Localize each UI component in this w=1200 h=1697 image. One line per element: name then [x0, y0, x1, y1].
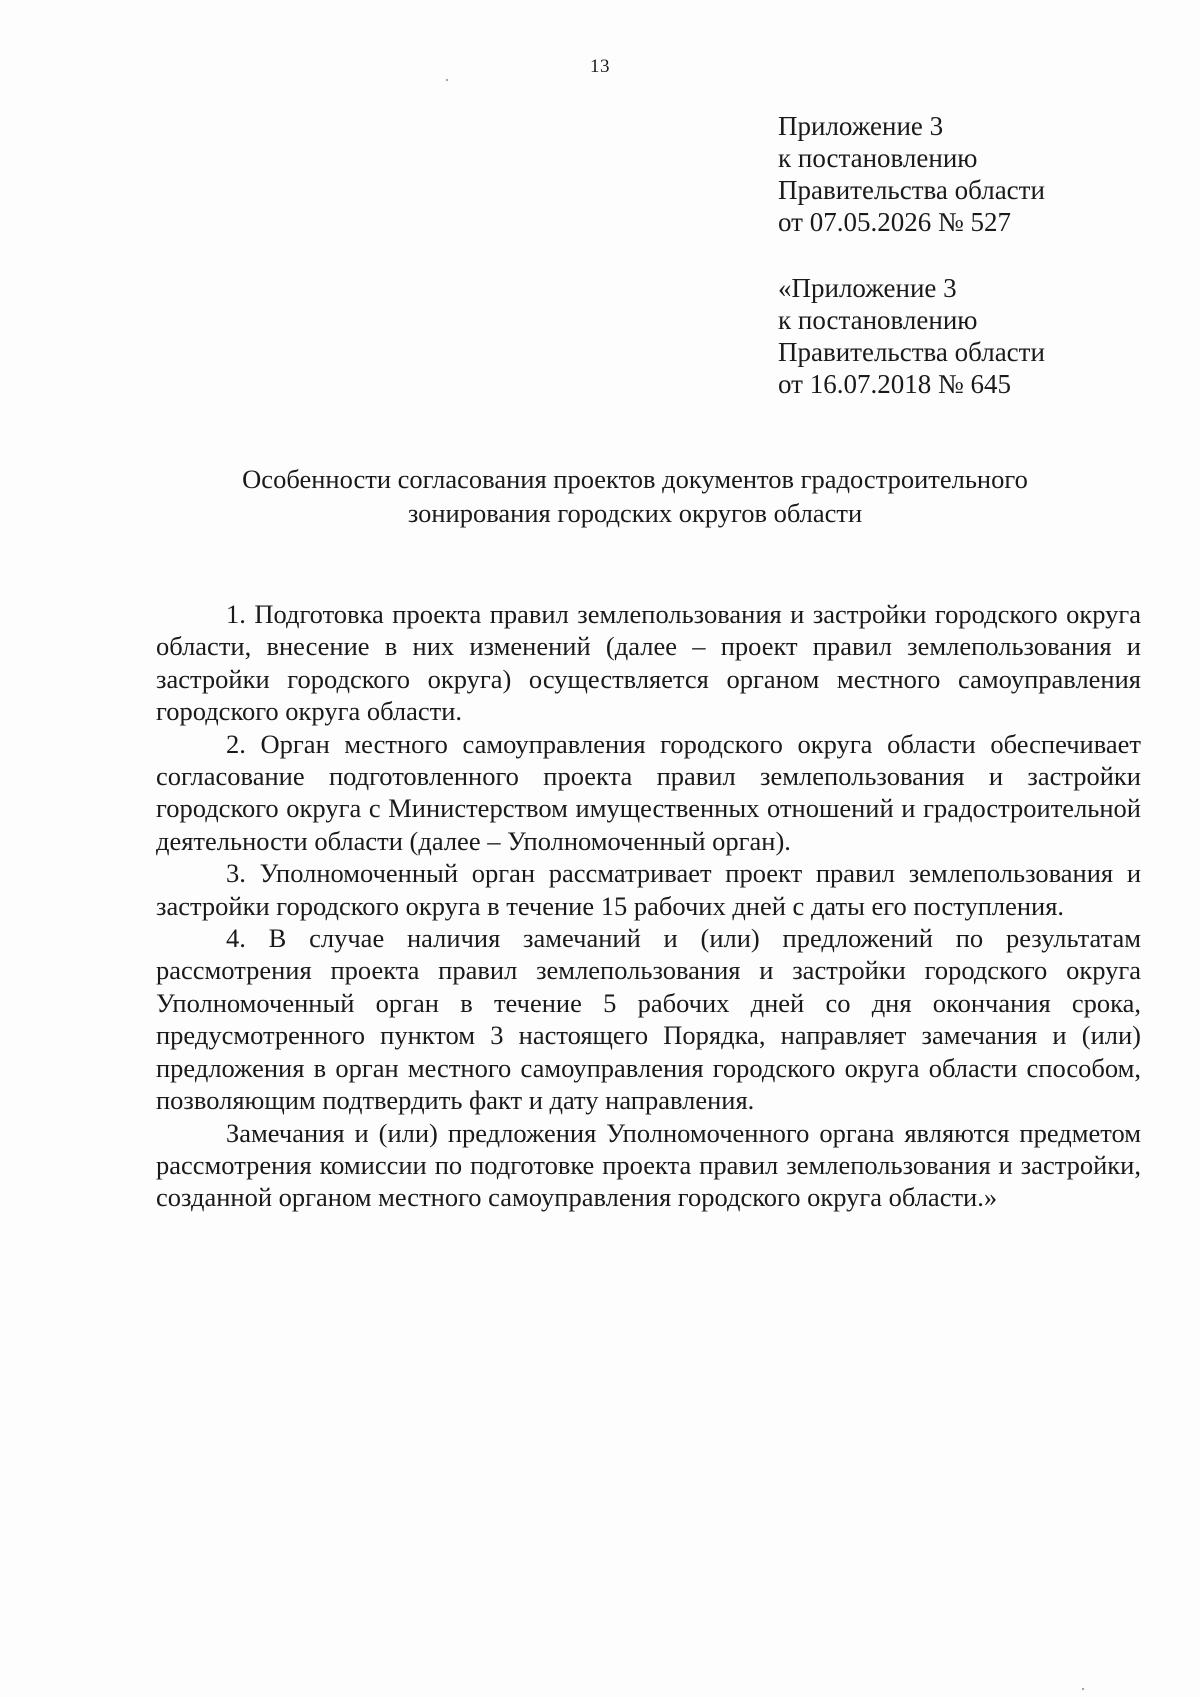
annex-current-line: к постановлению — [778, 143, 978, 173]
paragraph-4: 4. В случае наличия замечаний и (или) предложений по результатам рассмотрения проекта правил землепользования и застройки городского округа Уполномоченный орган в течение 5 рабочих дней со дня окончания срока, предусмотренного пунктом 3 настоящего Порядка, направляет замечания и (или) предложения в орган местного самоуправления городского округа области способом, позволяющим подтвердить факт и дату направления. — [156, 923, 1141, 1116]
annex-original-line: «Приложение 3 — [778, 273, 957, 303]
page-number: 13 — [590, 56, 610, 77]
document-title-line: Особенности согласования проектов документов градостроительного — [242, 464, 1028, 494]
scan-speck — [1082, 1688, 1084, 1690]
annex-header-original — [778, 272, 1045, 400]
document-title-line: зонирования городских округов области — [407, 498, 863, 528]
annex-current-line: Приложение 3 — [778, 111, 944, 141]
document-title — [150, 462, 1120, 530]
annex-original-line: к постановлению — [778, 305, 978, 335]
scan-speck — [446, 79, 448, 81]
paragraph-5: Замечания и (или) предложения Уполномоченного органа являются предметом рассмотрения комиссии по подготовке проекта правил землепользования и застройки, созданной органом местного самоуправления городского округа области.» — [156, 1117, 1141, 1213]
annex-original-line: от 16.07.2018 № 645 — [778, 369, 1011, 399]
annex-current-line: от 07.05.2026 № 527 — [778, 207, 1011, 237]
annex-current-line: Правительства области — [778, 175, 1045, 205]
paragraph-1: 1. Подготовка проекта правил землепользования и застройки городского округа области, внесение в них изменений (далее – проект правил землепользования и застройки городского округа) осуществляется органом местного самоуправления городского округа области. — [156, 599, 1141, 727]
paragraph-2: 2. Орган местного самоуправления городского округа области обеспечивает согласование подготовленного проекта правил землепользования и застройки городского округа с Министерством имущественных отношений и градостроительной деятельности области (далее – Уполномоченный орган). — [156, 728, 1141, 856]
paragraph-3: 3. Уполномоченный орган рассматривает проект правил землепользования и застройки городского округа в течение 15 рабочих дней с даты его поступления. — [156, 858, 1141, 921]
annex-original-line: Правительства области — [778, 337, 1045, 367]
document-body — [156, 598, 1141, 1214]
annex-header-current — [778, 110, 1045, 238]
